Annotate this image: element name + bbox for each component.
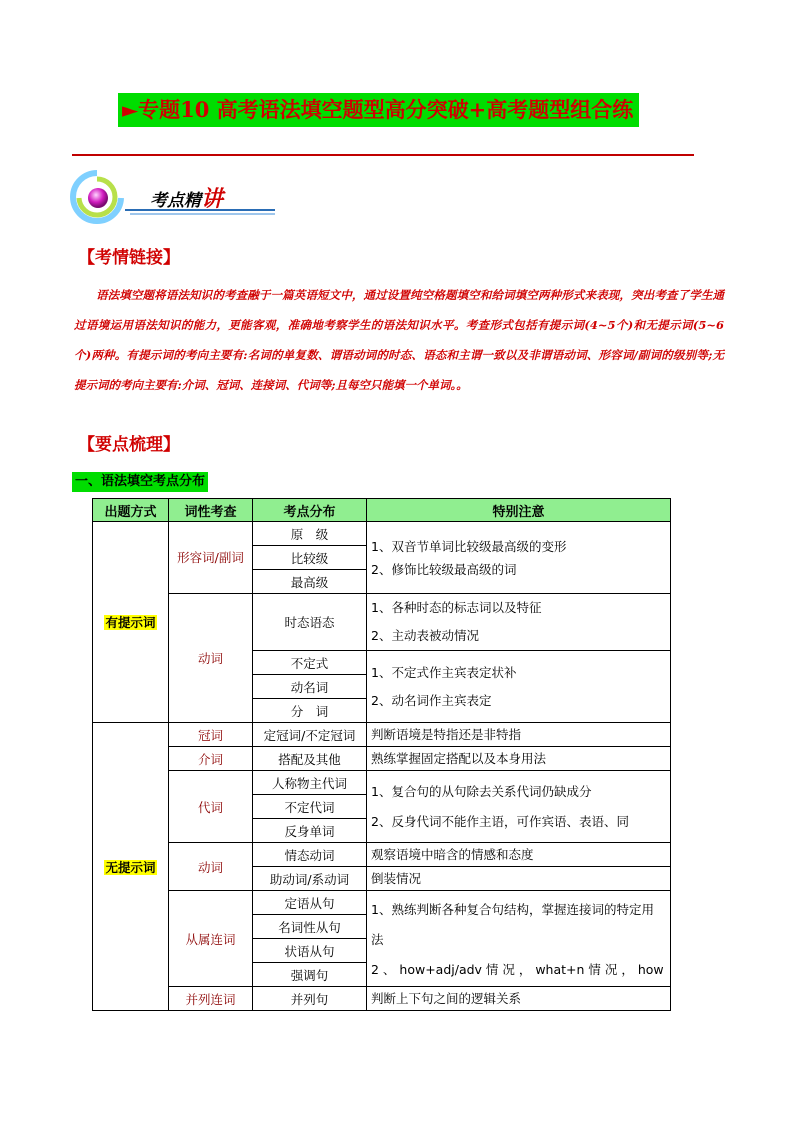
note-line: 1、不定式作主宾表定状补 <box>371 664 517 680</box>
exam-link-paragraph: 语法填空题将语法知识的考查融于一篇英语短文中，通过设置纯空格题填空和给词填空两种形式来表现，突出考查了学生通过语境运用语法知识的能力，更能客观，准确地考察学生的语法知识水平。考查形式包括有提示词(4~5个)和无提示词(5~6 个)两种。有提示词的考向主要有:名词的单复数、谓语动词的时态、语态和主谓一致以及非谓语动词、形容词/副词的级别等;无提示词的考向主要有:介词、冠词、连接词、代词等;且每空只能填一个单词。。 <box>74 288 724 392</box>
point-cell: 定语从句 <box>253 891 367 915</box>
table-row <box>93 771 671 795</box>
badge-label-big: 讲 <box>201 186 224 212</box>
category-cell: 动词 <box>169 594 253 723</box>
point-cell: 定冠词/不定冠词 <box>253 723 367 747</box>
category-cell: 动词 <box>169 843 253 891</box>
note-cell <box>367 891 671 987</box>
note-cell: 倒装情况 <box>367 867 671 891</box>
point-cell: 动名词 <box>253 675 367 699</box>
note-cell <box>367 651 671 723</box>
point-cell: 不定式 <box>253 651 367 675</box>
note-line: 2、反身代词不能作主语，可作宾语、表语、同 <box>371 813 629 829</box>
note-line: 2 、 how+adj/adv 情 况 ， what+n 情 况 ， how <box>371 962 664 977</box>
header-cell: 出题方式 <box>93 499 169 522</box>
note-cell <box>367 771 671 843</box>
point-cell: 最高级 <box>253 570 367 594</box>
grammar-points-table <box>92 498 671 1011</box>
header-cell: 考点分布 <box>253 499 367 522</box>
note-line: 1、复合句的从句除去关系代词仍缺成分 <box>371 783 592 799</box>
point-cell: 状语从句 <box>253 939 367 963</box>
group-label: 无提示词 <box>105 859 156 875</box>
category-cell: 代词 <box>169 771 253 843</box>
title-divider <box>72 154 694 156</box>
table-row <box>93 987 671 1011</box>
point-cell: 人称物主代词 <box>253 771 367 795</box>
note-cell <box>367 522 671 594</box>
point-cell: 强调句 <box>253 963 367 987</box>
point-cell: 反身单词 <box>253 819 367 843</box>
point-cell: 不定代词 <box>253 795 367 819</box>
note-line: 1、各种时态的标志词以及特征 <box>371 600 542 615</box>
point-cell: 助动词/系动词 <box>253 867 367 891</box>
point-cell: 原 级 <box>253 522 367 546</box>
point-cell: 并列句 <box>253 987 367 1011</box>
note-cell: 熟练掌握固定搭配以及本身用法 <box>367 747 671 771</box>
table-row <box>93 522 671 546</box>
category-cell: 冠词 <box>169 723 253 747</box>
group-cell <box>93 522 169 723</box>
note-line: 2、动名词作主宾表定 <box>371 692 492 708</box>
point-cell: 比较级 <box>253 546 367 570</box>
group-label: 有提示词 <box>105 615 156 630</box>
subheading-distribution: 一、语法填空考点分布 <box>72 472 208 492</box>
section-heading-key-points: 【要点梳理】 <box>78 435 180 455</box>
note-cell: 判断语境是特指还是非特指 <box>367 723 671 747</box>
section-badge-label <box>150 182 223 213</box>
table-row <box>93 747 671 771</box>
note-line: 1、熟练判断各种复合句结构，掌握连接词的特定用法 <box>371 902 654 947</box>
section-heading-exam-link: 【考情链接】 <box>78 248 180 268</box>
category-cell: 从属连词 <box>169 891 253 987</box>
note-line: 2、修饰比较级最高级的词 <box>371 561 517 577</box>
badge-label-main: 考点精 <box>150 191 201 211</box>
category-cell: 形容词/副词 <box>169 522 253 594</box>
table-header-row <box>93 499 671 522</box>
category-cell: 并列连词 <box>169 987 253 1011</box>
document-title: ►专题10 高考语法填空题型高分突破+高考题型组合练 <box>118 93 639 127</box>
table-row <box>93 891 671 915</box>
category-cell: 介词 <box>169 747 253 771</box>
point-cell: 名词性从句 <box>253 915 367 939</box>
note-cell: 判断上下句之间的逻辑关系 <box>367 987 671 1011</box>
header-cell: 特别注意 <box>367 499 671 522</box>
note-cell: 观察语境中暗含的情感和态度 <box>367 843 671 867</box>
point-cell: 搭配及其他 <box>253 747 367 771</box>
table-row <box>93 723 671 747</box>
point-cell: 分 词 <box>253 699 367 723</box>
note-line: 2、主动表被动情况 <box>371 628 479 643</box>
point-cell: 情态动词 <box>253 843 367 867</box>
note-cell <box>367 594 671 651</box>
note-line: 1、双音节单词比较级最高级的变形 <box>371 538 567 554</box>
group-cell <box>93 723 169 1011</box>
table-row <box>93 843 671 867</box>
point-cell: 时态语态 <box>253 594 367 651</box>
header-cell: 词性考查 <box>169 499 253 522</box>
